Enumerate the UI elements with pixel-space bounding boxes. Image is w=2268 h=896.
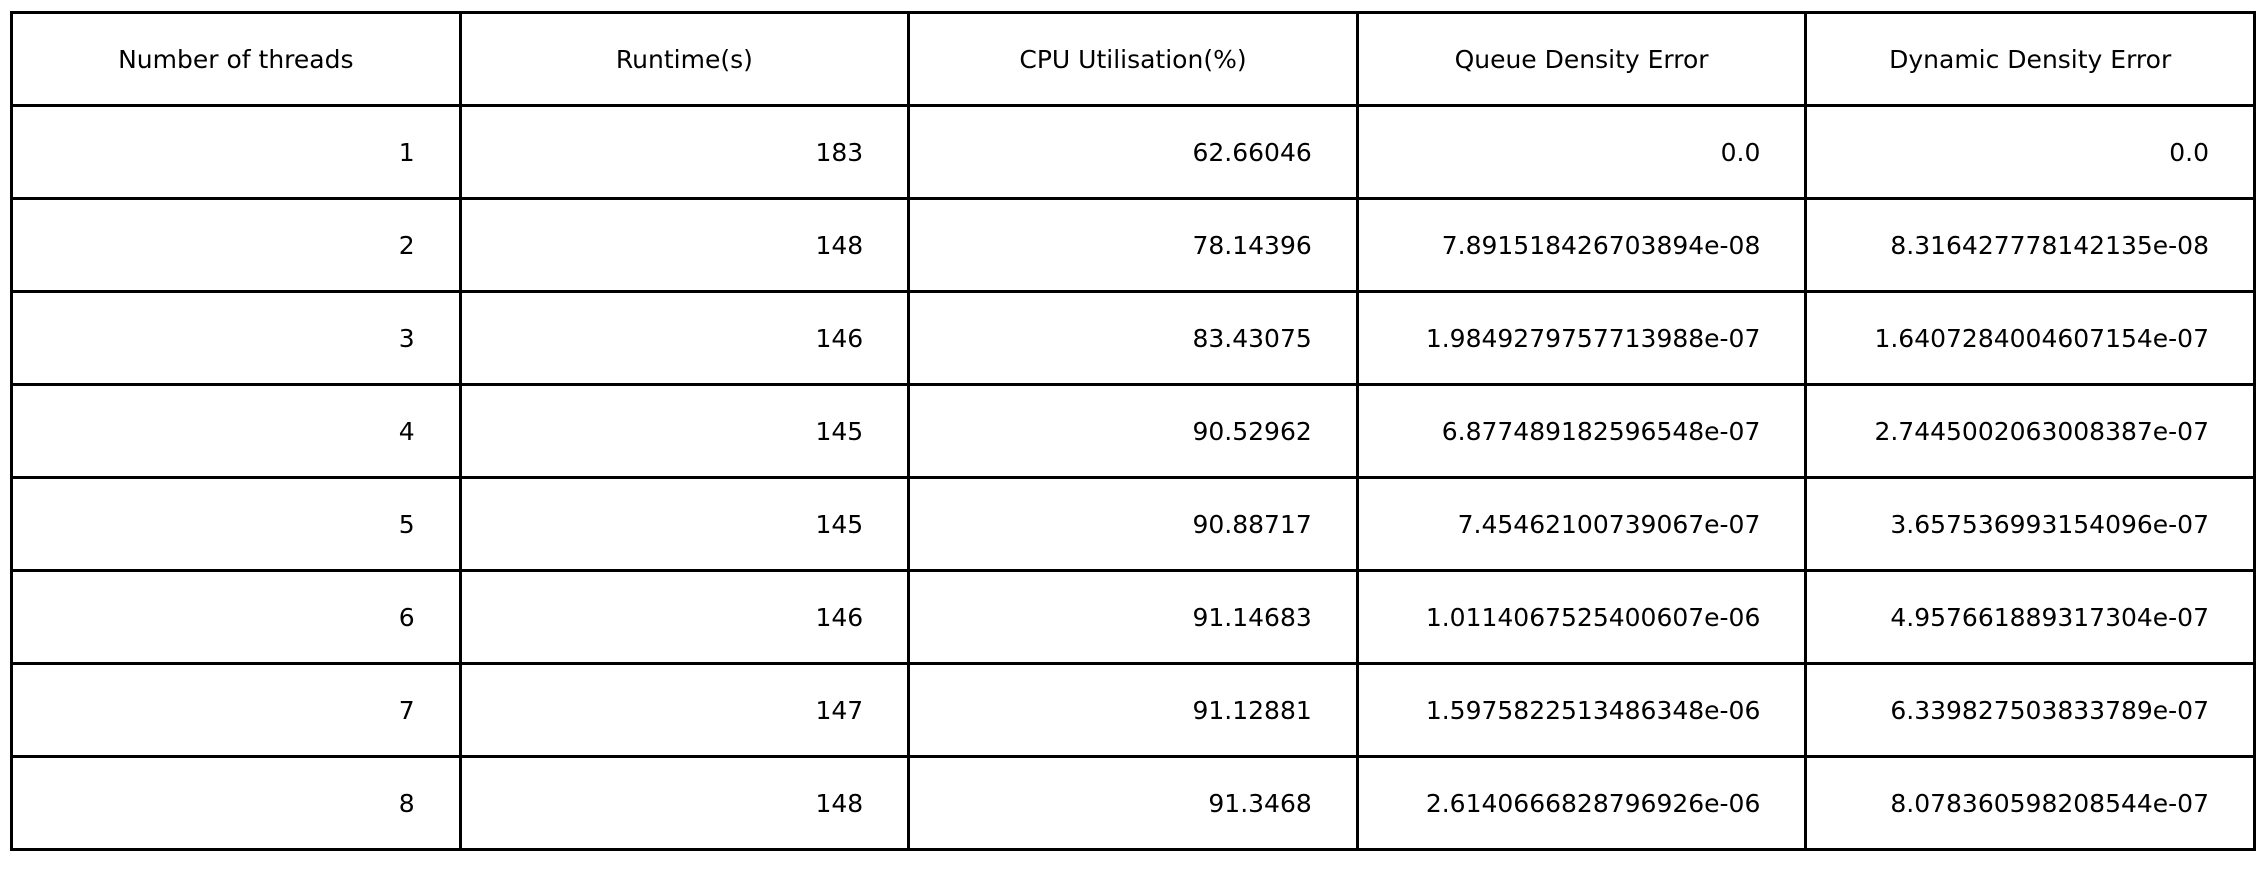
table-row (12, 199, 2255, 292)
cell-runtime: 145 (460, 385, 909, 478)
cell-cpu-utilisation: 90.88717 (909, 478, 1358, 571)
table-row (12, 385, 2255, 478)
table-row (12, 757, 2255, 850)
cell-runtime: 145 (460, 478, 909, 571)
cell-dynamic-density-error: 1.6407284004607154e-07 (1806, 292, 2255, 385)
data-table-container (10, 11, 2256, 851)
cell-threads: 8 (12, 757, 461, 850)
cell-cpu-utilisation: 62.66046 (909, 106, 1358, 199)
cell-dynamic-density-error: 8.316427778142135e-08 (1806, 199, 2255, 292)
cell-threads: 6 (12, 571, 461, 664)
header-threads: Number of threads (12, 13, 461, 106)
cell-cpu-utilisation: 91.14683 (909, 571, 1358, 664)
cell-queue-density-error: 1.0114067525400607e-06 (1357, 571, 1806, 664)
cell-runtime: 146 (460, 571, 909, 664)
cell-runtime: 183 (460, 106, 909, 199)
table-row (12, 292, 2255, 385)
header-row (12, 13, 2255, 106)
cell-runtime: 147 (460, 664, 909, 757)
cell-threads: 2 (12, 199, 461, 292)
cell-runtime: 146 (460, 292, 909, 385)
cell-dynamic-density-error: 8.078360598208544e-07 (1806, 757, 2255, 850)
cell-threads: 3 (12, 292, 461, 385)
cell-cpu-utilisation: 83.43075 (909, 292, 1358, 385)
cell-queue-density-error: 2.6140666828796926e-06 (1357, 757, 1806, 850)
cell-threads: 7 (12, 664, 461, 757)
table-row (12, 571, 2255, 664)
table-row (12, 478, 2255, 571)
header-runtime: Runtime(s) (460, 13, 909, 106)
cell-cpu-utilisation: 78.14396 (909, 199, 1358, 292)
header-dynamic-density-error: Dynamic Density Error (1806, 13, 2255, 106)
cell-threads: 5 (12, 478, 461, 571)
cell-dynamic-density-error: 0.0 (1806, 106, 2255, 199)
cell-cpu-utilisation: 91.3468 (909, 757, 1358, 850)
cell-queue-density-error: 7.45462100739067e-07 (1357, 478, 1806, 571)
cell-queue-density-error: 1.9849279757713988e-07 (1357, 292, 1806, 385)
cell-runtime: 148 (460, 199, 909, 292)
cell-queue-density-error: 7.891518426703894e-08 (1357, 199, 1806, 292)
table-row (12, 106, 2255, 199)
cell-dynamic-density-error: 6.339827503833789e-07 (1806, 664, 2255, 757)
cell-runtime: 148 (460, 757, 909, 850)
cell-threads: 1 (12, 106, 461, 199)
table-body (12, 106, 2255, 850)
cell-threads: 4 (12, 385, 461, 478)
cell-queue-density-error: 0.0 (1357, 106, 1806, 199)
cell-dynamic-density-error: 3.657536993154096e-07 (1806, 478, 2255, 571)
cell-cpu-utilisation: 90.52962 (909, 385, 1358, 478)
cell-cpu-utilisation: 91.12881 (909, 664, 1358, 757)
data-table (10, 11, 2256, 851)
cell-dynamic-density-error: 2.7445002063008387e-07 (1806, 385, 2255, 478)
table-row (12, 664, 2255, 757)
cell-dynamic-density-error: 4.957661889317304e-07 (1806, 571, 2255, 664)
header-cpu-utilisation: CPU Utilisation(%) (909, 13, 1358, 106)
header-queue-density-error: Queue Density Error (1357, 13, 1806, 106)
cell-queue-density-error: 6.877489182596548e-07 (1357, 385, 1806, 478)
cell-queue-density-error: 1.5975822513486348e-06 (1357, 664, 1806, 757)
